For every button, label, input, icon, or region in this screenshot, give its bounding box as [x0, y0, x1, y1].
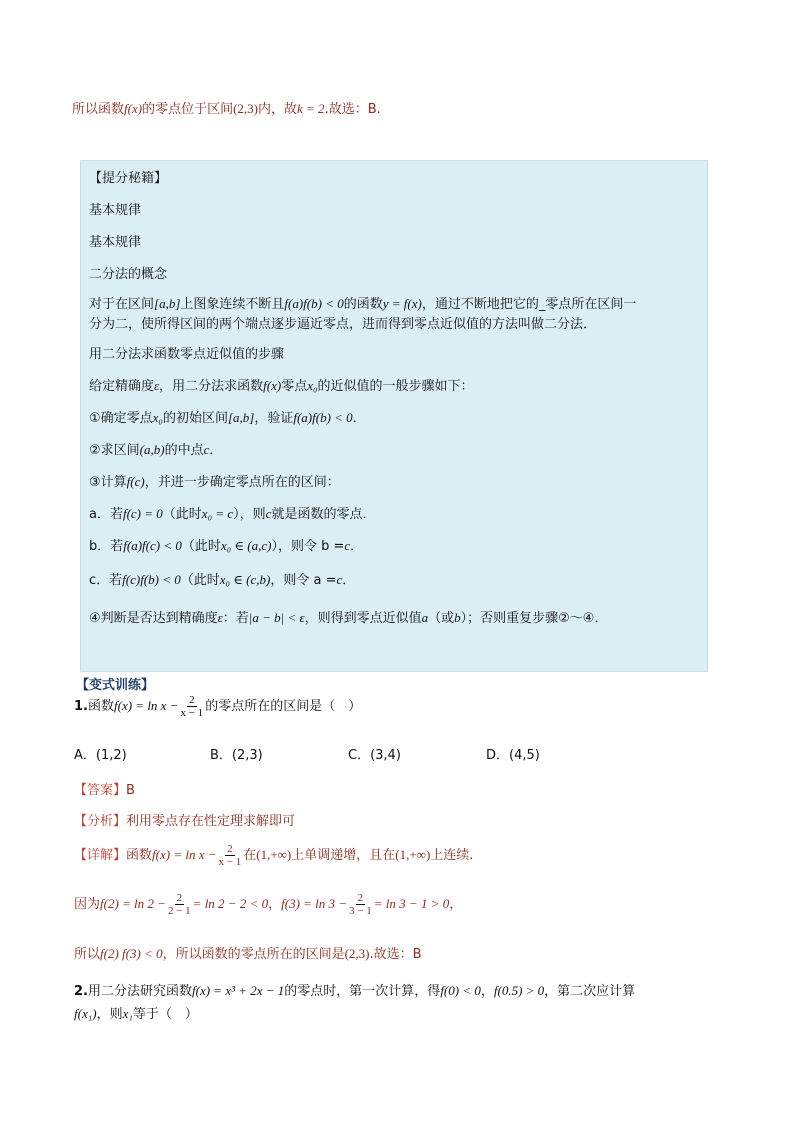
math: f(x) = x³ + 2x − 1 — [192, 983, 285, 998]
text: 的近似值的一般步骤如下： — [317, 379, 474, 394]
text: 对于在区间 — [89, 297, 155, 312]
math: |a − b| < ε — [248, 610, 305, 625]
text: ，通过不断地把它的_零点所在区间一 — [421, 297, 637, 312]
text: ． — [350, 539, 364, 554]
text: ，则 — [96, 1007, 123, 1022]
text: 的函数 — [343, 297, 383, 312]
text: （此时 — [180, 573, 220, 588]
math: f(x) — [263, 378, 282, 393]
frac-num: 2 — [189, 694, 195, 706]
q1-detail — [74, 843, 473, 868]
text: 的零点时，第一次计算，得 — [284, 984, 441, 999]
math: b — [454, 610, 461, 625]
math: x₀ ∈ (c,b) — [219, 572, 271, 587]
tips-line: 基本规律 — [89, 235, 142, 250]
text: ，并进一步确定零点所在的区间： — [144, 475, 340, 490]
frac-num: 2 — [176, 892, 183, 904]
text: ，则令 a = — [270, 573, 337, 588]
text: ，第二次应计算 — [544, 984, 636, 999]
math: f(0.5) > 0 — [493, 983, 545, 998]
math: c — [265, 506, 272, 521]
text: ， — [480, 984, 494, 999]
intro-line — [72, 98, 381, 117]
math: [a,b] — [154, 296, 181, 311]
text: 给定精确度 — [89, 379, 155, 394]
text: a．若 — [89, 507, 123, 522]
text: 在 — [243, 848, 257, 863]
math: f(a)f(b) < 0 — [293, 410, 353, 425]
text: ． — [342, 573, 356, 588]
math: x₀ — [307, 378, 318, 393]
concept-title: 二分法的概念 — [89, 267, 168, 282]
q1-conclusion — [74, 943, 422, 962]
q2-stem-line2 — [74, 1003, 198, 1022]
math: f(2) = ln 2 − — [100, 896, 166, 911]
text: ①确定零点 — [89, 411, 153, 426]
text: ），则令 b = — [271, 539, 345, 554]
text: 函数 — [87, 699, 114, 714]
step-3b — [89, 535, 363, 554]
step-2 — [89, 439, 222, 458]
math: f(x) = ln x − — [114, 698, 179, 713]
text: ②求区间 — [89, 443, 140, 458]
step-3a — [89, 503, 375, 522]
math: a — [421, 610, 429, 625]
math: = ln 3 − 1 > 0 — [373, 896, 450, 911]
math: f(c) = 0 — [122, 506, 163, 521]
tips-line: 基本规律 — [89, 203, 142, 218]
fraction — [349, 892, 372, 917]
text: 就是函数的零点． — [271, 507, 376, 522]
analysis-tag: 【分析】 — [74, 814, 127, 829]
math: f(3) = ln 3 − — [281, 896, 348, 911]
math: c — [336, 572, 343, 587]
math: (a,b) — [139, 442, 165, 457]
math: f(0) < 0 — [440, 983, 481, 998]
text: 上图象连续不断且 — [180, 297, 285, 312]
detail-tag: 【详解】 — [74, 848, 127, 863]
concept-text: 分为二，使所得区间的两个端点逐步逼近零点，进而得到零点近似值的方法叫做二分法． — [89, 317, 597, 332]
fraction — [219, 843, 242, 868]
q1-option-d[interactable]: D．(4,5) — [486, 748, 540, 763]
analysis-text: 利用零点存在性定理求解即可 — [126, 814, 296, 829]
q1-analysis — [74, 810, 295, 829]
text: 等于（ ） — [132, 1007, 198, 1022]
q1-option-b[interactable]: B．(2,3) — [210, 748, 263, 763]
step-1 — [89, 407, 366, 426]
text: ，所以函数的零点所在的区间是 — [162, 947, 345, 962]
intro-interval: (2,3) — [233, 101, 258, 116]
math: f(a)f(b) < 0 — [284, 296, 344, 311]
text: ，验证 — [254, 411, 294, 426]
text: ． — [209, 443, 223, 458]
math: f(c)f(b) < 0 — [122, 572, 181, 587]
math: x₀ — [152, 410, 163, 425]
training-title: 【变式训练】 — [76, 678, 155, 693]
math: x₀ = c — [201, 506, 234, 521]
concept-text — [89, 293, 636, 312]
text: .故选：B — [369, 947, 422, 962]
intro-text: .故选：B. — [324, 102, 381, 117]
math: ε — [154, 378, 160, 393]
math: c — [344, 538, 351, 553]
math: [a,b] — [227, 410, 255, 425]
math: (1,+∞) — [256, 847, 292, 862]
math: f(2) f(3) < 0 — [100, 946, 163, 961]
given-line — [89, 375, 474, 394]
tips-box — [80, 160, 708, 672]
frac-den: x − 1 — [180, 707, 204, 719]
fraction — [168, 892, 191, 917]
text: 所以 — [74, 947, 101, 962]
math: (1,+∞) — [395, 847, 431, 862]
frac-num: 2 — [227, 843, 233, 855]
math: f(c) — [126, 474, 145, 489]
text: 的初始区间 — [162, 411, 228, 426]
math: f(x₁) — [74, 1006, 97, 1021]
text: ）；否则重复步骤②～④． — [460, 611, 608, 626]
text: ， — [268, 897, 282, 912]
math: y = f(x) — [382, 296, 422, 311]
text: ． — [352, 411, 366, 426]
text: ，用二分法求函数 — [159, 379, 264, 394]
text: ，则得到零点近似值 — [304, 611, 422, 626]
frac-den: x − 1 — [218, 856, 242, 868]
intro-text: 所以函数 — [72, 102, 125, 117]
frac-den: 2 − 1 — [167, 905, 191, 917]
question-number: 1. — [74, 699, 88, 714]
q1-because — [74, 892, 462, 917]
text: ， — [449, 897, 463, 912]
math: f(x) = ln x − — [152, 847, 217, 862]
text: 因为 — [74, 897, 101, 912]
steps-title: 用二分法求函数零点近似值的步骤 — [89, 347, 285, 362]
math: f(a)f(c) < 0 — [123, 538, 182, 553]
step-4 — [89, 607, 607, 626]
math: x₀ ∈ (a,c) — [220, 538, 272, 553]
answer-value: B — [126, 783, 135, 798]
text: 的零点所在的区间是（ ） — [205, 699, 362, 714]
text: ），则 — [233, 507, 266, 522]
text: 用二分法研究函数 — [87, 984, 192, 999]
question-number: 2. — [74, 984, 88, 999]
math: x₁ — [122, 1006, 133, 1021]
text: ：若 — [222, 611, 249, 626]
intro-text: 的零点位于区间 — [142, 102, 234, 117]
q1-option-c[interactable]: C．(3,4) — [348, 748, 401, 763]
text: ④判断是否达到精确度 — [89, 611, 218, 626]
intro-text: 内，故 — [258, 102, 298, 117]
text: b．若 — [89, 539, 124, 554]
frac-den: 3 − 1 — [349, 905, 372, 917]
q2-stem-line1 — [74, 980, 635, 999]
fraction — [180, 694, 203, 719]
text: 零点 — [281, 379, 308, 394]
step-3c — [89, 569, 355, 588]
text: 上连续. — [430, 848, 474, 863]
text: 上单调递增，且在 — [291, 848, 396, 863]
answer-tag: 【答案】 — [74, 783, 127, 798]
text: （此时 — [162, 507, 202, 522]
math: c — [203, 442, 210, 457]
intro-fx: f(x) — [124, 101, 143, 116]
frac-num: 2 — [357, 892, 364, 904]
text: c．若 — [89, 573, 123, 588]
text: 的中点 — [164, 443, 204, 458]
text: （此时 — [181, 539, 221, 554]
text: （或 — [428, 611, 455, 626]
q1-answer — [74, 779, 135, 798]
math: = ln 2 − 2 < 0 — [192, 896, 269, 911]
math: (2,3) — [344, 946, 370, 961]
intro-k: k = 2 — [297, 101, 325, 116]
step-3 — [89, 471, 340, 490]
q1-option-a[interactable]: A．(1,2) — [74, 748, 127, 763]
tips-title: 【提分秘籍】 — [89, 171, 168, 186]
text: ③计算 — [89, 475, 127, 490]
q1-stem — [74, 694, 361, 719]
text: 函数 — [126, 848, 153, 863]
math: ε — [217, 610, 223, 625]
